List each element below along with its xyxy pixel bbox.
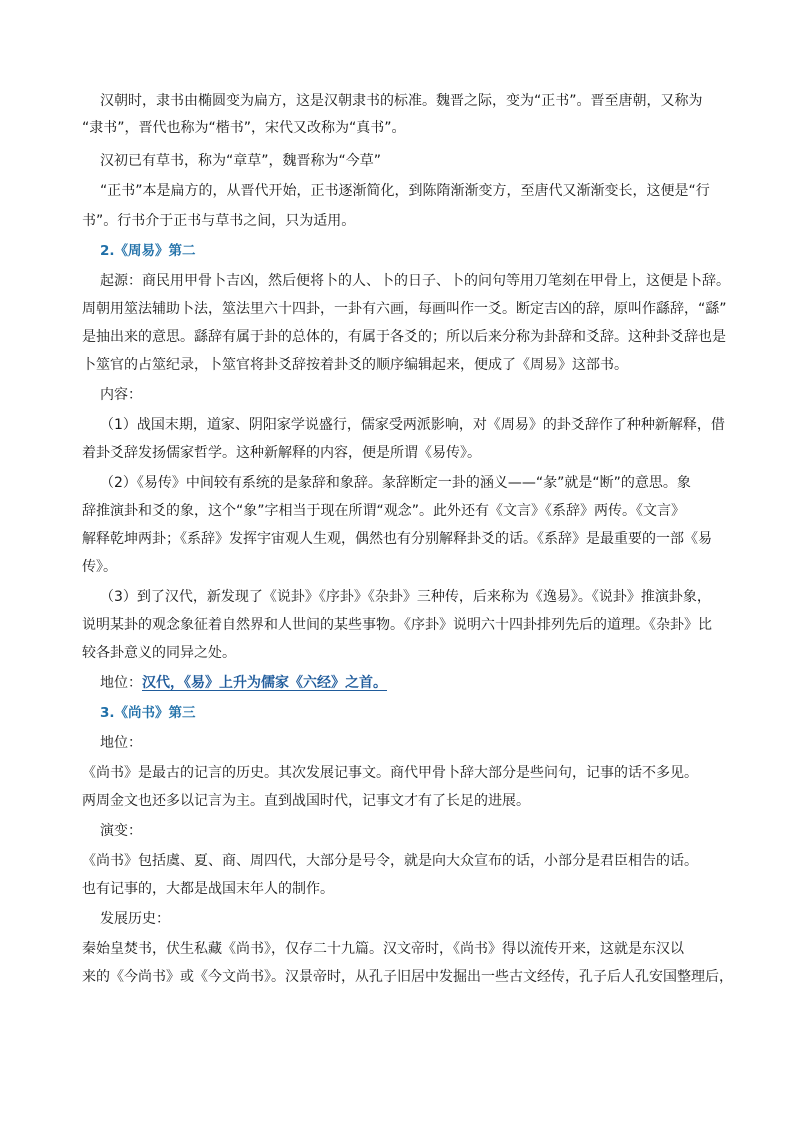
paragraph-line: 书”。行书介于正书与草书之间，只为适用。 bbox=[82, 213, 356, 229]
paragraph-line: 汉初已有草书，称为“章草”，魏晋称为“今草” bbox=[100, 153, 382, 169]
paragraph-line: 《尚书》是最古的记言的历史。其次发展记事文。商代甲骨卜辞大部分是些问句，记事的话不多见。 bbox=[82, 765, 698, 781]
position-label: 地位： bbox=[100, 675, 142, 691]
section-heading-zhouyi: 2.《周易》第二 bbox=[100, 243, 196, 259]
paragraph-line: （3）到了汉代，新发现了《说卦》《序卦》《杂卦》三种传，后来称为《逸易》。《说卦》推演卦象， bbox=[100, 589, 711, 605]
paragraph-line: 较各卦意义的同异之处。 bbox=[82, 645, 236, 661]
paragraph-line: 起源：商民用甲骨卜吉凶，然后便将卜的人、卜的日子、卜的问句等用刀笔刻在甲骨上，这便是卜辞。 bbox=[100, 273, 730, 289]
paragraph-line: 卜筮官的占筮纪录，卜筮官将卦爻辞按着卦爻的顺序编辑起来，便成了《周易》这部书。 bbox=[82, 357, 628, 373]
content-label: 内容： bbox=[100, 387, 142, 403]
paragraph-line: （1）战国末期，道家、阴阳家学说盛行，儒家受两派影响，对《周易》的卦爻辞作了种种新解释，借 bbox=[100, 417, 725, 433]
position-label: 地位： bbox=[100, 735, 142, 751]
paragraph-line: 说明某卦的观念象征着自然界和人世间的某些事物。《序卦》说明六十四卦排列先后的道理。《杂卦》比 bbox=[82, 617, 712, 633]
position-row bbox=[100, 673, 387, 695]
position-value: 汉代，《易》上升为儒家《六经》之首。 bbox=[142, 675, 387, 691]
paragraph-line: 着卦爻辞发扬儒家哲学。这种新解释的内容，便是所谓《易传》。 bbox=[82, 445, 481, 461]
paragraph-line: 秦始皇焚书，伏生私藏《尚书》，仅存二十九篇。汉文帝时，《尚书》得以流传开来，这就是东汉以 bbox=[82, 941, 684, 957]
paragraph-line: 辞推演卦和爻的象，这个“象”字相当于现在所谓“观念”。此外还有《文言》《系辞》两传。《文言》 bbox=[82, 503, 686, 519]
paragraph-line: 两周金文也还多以记言为主。直到战国时代，记事文才有了长足的进展。 bbox=[82, 793, 530, 809]
paragraph-line: 传》。 bbox=[82, 559, 117, 575]
paragraph-line: 也有记事的，大都是战国末年人的制作。 bbox=[82, 881, 334, 897]
paragraph-line: 是抽出来的意思。繇辞有属于卦的总体的，有属于各爻的；所以后来分称为卦辞和爻辞。这种卦爻辞也是 bbox=[82, 329, 726, 345]
paragraph-line: “隶书”，晋代也称为“楷书”，宋代又改称为“真书”。 bbox=[82, 120, 406, 136]
paragraph-line: 周朝用筮法辅助卜法，筮法里六十四卦，一卦有六画，每画叫作一爻。断定吉凶的辞，原叫作繇辞，“繇” bbox=[82, 301, 727, 317]
paragraph-line: 《尚书》包括虞、夏、商、周四代，大部分是号令，就是向大众宣布的话，小部分是君臣相告的话。 bbox=[82, 853, 698, 869]
paragraph-line: 解释乾坤两卦；《系辞》发挥宇宙观人生观，偶然也有分别解释卦爻的话。《系辞》是最重要的一部《易 bbox=[82, 531, 712, 547]
evolution-label: 演变： bbox=[100, 823, 142, 839]
paragraph-line: 来的《今尚书》或《今文尚书》。汉景帝时，从孔子旧居中发掘出一些古文经传，孔子后人孔安国整理后， bbox=[82, 969, 733, 985]
paragraph-line: 汉朝时，隶书由椭圆变为扁方，这是汉朝隶书的标准。魏晋之际，变为“正书”。晋至唐朝，又称为 bbox=[100, 93, 703, 109]
paragraph-line: （2）《易传》中间较有系统的是彖辞和象辞。彖辞断定一卦的涵义——“彖”就是“断”的意思。象 bbox=[100, 475, 691, 491]
paragraph-line: “正书”本是扁方的，从晋代开始，正书逐渐简化，到陈隋渐渐变方，至唐代又渐渐变长，这便是“行 bbox=[100, 183, 710, 199]
history-label: 发展历史： bbox=[100, 911, 170, 927]
section-heading-shangshu: 3.《尚书》第三 bbox=[100, 705, 196, 721]
